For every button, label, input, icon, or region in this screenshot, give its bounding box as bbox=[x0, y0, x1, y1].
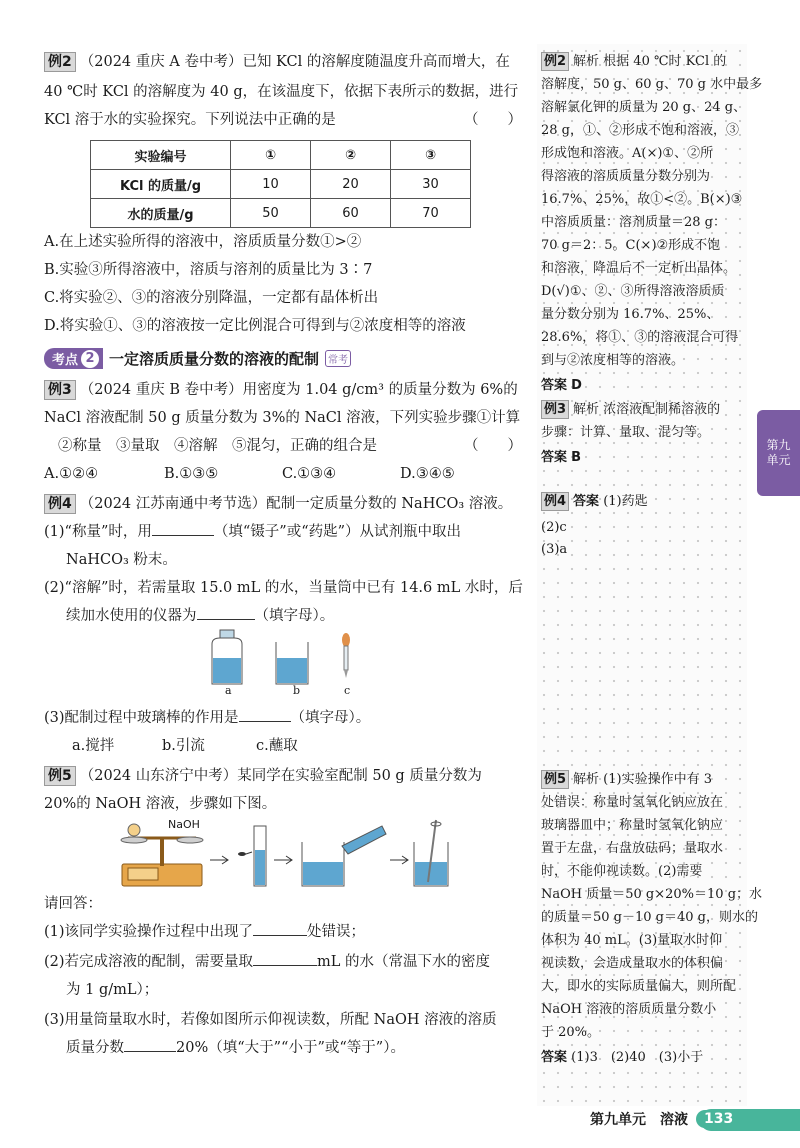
answer-parens: （ ） bbox=[464, 438, 522, 454]
answer-value: (1)3 (2)40 (3)小于 bbox=[571, 1050, 704, 1065]
side-ex2-line: 得溶液的溶质质量分数分别为 bbox=[541, 169, 711, 184]
side-ex3-tag: 例3 bbox=[541, 400, 569, 419]
side-ex2-line: 70 g＝2：5。C(×)②形成不饱 bbox=[541, 238, 721, 253]
side-ex4-line: (2)c bbox=[541, 520, 567, 535]
ex5-q2-cont: 为 1 g/mL）； bbox=[66, 982, 159, 998]
unit-side-tab: 第九单元 bbox=[757, 410, 800, 496]
table-cell: 70 bbox=[391, 199, 471, 228]
ex3-option-c: C.①③④ bbox=[282, 466, 337, 482]
ex5-line2: 20%的 NaOH 溶液，步骤如下图。 bbox=[44, 796, 277, 812]
kaodian-number: 2 bbox=[81, 350, 99, 368]
side-ex5-line: NaOH 溶液的溶质质量分数小 bbox=[541, 1002, 717, 1017]
side-ex5-line: 大，即水的实际质量偏大，则所配 bbox=[541, 979, 737, 994]
ex2-option-d: D.将实验①、③的溶液按一定比例混合可得到与②浓度相等的溶液 bbox=[44, 318, 466, 334]
section-heading bbox=[44, 348, 351, 369]
figure-label-b: b bbox=[293, 684, 301, 697]
side-ex3-line: 步骤：计算、量取、混匀等。 bbox=[541, 425, 711, 440]
fill-blank bbox=[253, 952, 317, 966]
table-header-cell: ② bbox=[311, 141, 391, 170]
ex3-option-a: A.①②④ bbox=[44, 466, 99, 482]
ex4-tag: 例4 bbox=[44, 494, 76, 514]
table-cell: 60 bbox=[311, 199, 391, 228]
side-ex5-line: 时，不能仰视读数。(2)需要 bbox=[541, 864, 703, 879]
side-ex2-line: 形成饱和溶液。A(×)①、②所 bbox=[541, 146, 714, 161]
table-header-cell: ① bbox=[231, 141, 311, 170]
ex2-option-a: A.在上述实验所得的溶液中，溶质质量分数①>② bbox=[44, 234, 362, 250]
footer-unit-title: 第九单元 溶液 bbox=[590, 1112, 688, 1128]
side-ex5-tag: 例5 bbox=[541, 770, 569, 789]
ex2-line1: 例2 （2024 重庆 A 卷中考）已知 KCl 的溶解度随温度升高而增大，在 bbox=[44, 52, 510, 72]
balance-scale-icon bbox=[121, 824, 203, 886]
table-row-header: 水的质量/g bbox=[91, 199, 231, 228]
side-ex3-answer: 答案 B bbox=[541, 450, 582, 465]
side-ex2-line: 16.7%、25%，故①<②。B(×)③ bbox=[541, 192, 743, 207]
side-ex2-line: 到与②浓度相等的溶液。 bbox=[541, 353, 685, 368]
ex3-option-d: D.③④⑤ bbox=[400, 466, 455, 482]
side-ex2-line: 量分数分别为 16.7%、25%、 bbox=[541, 307, 720, 322]
ex5-prompt: 请回答： bbox=[44, 896, 102, 912]
side-ex5-line: 玻璃器皿中；称量时氢氧化钠应 bbox=[541, 818, 724, 833]
figure-label-c: c bbox=[344, 684, 351, 697]
side-ex2-line: 和溶液，降温后不一定析出晶体。 bbox=[541, 261, 737, 276]
answer-parens: （ ） bbox=[464, 112, 522, 128]
frequency-badge: 常考 bbox=[325, 350, 351, 367]
ex2-line3: KCl 溶于水的实验探究。下列说法中正确的是 （ ） bbox=[44, 112, 522, 128]
side-ex2-tag: 例2 bbox=[541, 52, 569, 71]
ex4-q3-option-b: b.引流 bbox=[162, 738, 205, 754]
ex5-q3: (3)用量筒量取水时，若像如图所示仰视读数，所配 NaOH 溶液的溶质 bbox=[44, 1012, 497, 1028]
figure-label-a: a bbox=[225, 684, 232, 697]
naoh-label: NaOH bbox=[168, 818, 200, 831]
kaodian-badge: 考点 2 bbox=[44, 348, 103, 369]
ex5-q2: (2)若完成溶液的配制，需要量取 mL 的水（常温下水的密度 bbox=[44, 954, 491, 970]
ex4-q1-cont: NaHCO₃ 粉末。 bbox=[66, 552, 177, 568]
ex4-q3-option-a: a.搅拌 bbox=[72, 738, 115, 754]
side-ex5-line: 置于左盘，右盘放砝码；量取水 bbox=[541, 841, 724, 856]
page-number: 133 bbox=[696, 1110, 743, 1128]
ex4-q2: (2)“溶解”时，若需量取 15.0 mL 的水，当量筒中已有 14.6 mL 水时，后 bbox=[44, 580, 523, 596]
ex3-line2: NaCl 溶液配制 50 g 质量分数为 3%的 NaCl 溶液，下列实验步骤①计算 bbox=[44, 410, 521, 426]
beaker-icon bbox=[276, 642, 308, 684]
side-ex2-line: 溶解氯化钾的质量为 20 g、24 g、 bbox=[541, 100, 747, 115]
table-cell: 30 bbox=[391, 170, 471, 199]
ex4-q2-cont: 续加水使用的仪器为 （填字母）。 bbox=[66, 608, 335, 624]
side-ex2-line: 28 g，①、②形成不饱和溶液，③ bbox=[541, 123, 739, 138]
side-ex3-line: 例3 解析 浓溶液配制稀溶液的 bbox=[541, 400, 720, 420]
ex5-q1: (1)该同学实验操作过程中出现了 处错误； bbox=[44, 924, 366, 940]
fill-blank bbox=[152, 522, 214, 536]
ex3-option-b: B.①③⑤ bbox=[164, 466, 219, 482]
table-row bbox=[91, 170, 471, 199]
table-header-row bbox=[91, 141, 471, 170]
side-ex5-line: 例5 解析 (1)实验操作中有 3 bbox=[541, 770, 712, 790]
side-ex2-line: 28.6%，将①、③的溶液混合可得 bbox=[541, 330, 739, 345]
ex4-q1: (1)“称量”时，用 （填“镊子”或“药匙”）从试剂瓶中取出 bbox=[44, 524, 462, 540]
side-ex4-tag: 例4 bbox=[541, 492, 569, 511]
fill-blank bbox=[197, 606, 255, 620]
side-ex5-line: 的质量＝50 g－10 g＝40 g，则水的 bbox=[541, 910, 758, 925]
ex2-data-table bbox=[90, 140, 471, 228]
side-ex2-line: 中溶质质量：溶剂质量＝28 g： bbox=[541, 215, 726, 230]
ex2-tag: 例2 bbox=[44, 52, 76, 72]
ex2-option-b: B.实验③所得溶液中，溶质与溶剂的质量比为 3∶7 bbox=[44, 262, 373, 278]
ex4-q3: (3)配制过程中玻璃棒的作用是 （填字母）。 bbox=[44, 710, 371, 726]
section-title: 一定溶质质量分数的溶液的配制 bbox=[109, 350, 320, 368]
side-ex2-line: D(√)①、②、③所得溶液溶质质 bbox=[541, 284, 725, 299]
ex5-procedure-figure bbox=[114, 816, 454, 892]
reagent-bottle-icon bbox=[212, 630, 242, 684]
fill-blank bbox=[239, 708, 291, 722]
answer-sidebar bbox=[537, 44, 763, 1106]
ex4-q3-option-c: c.蘸取 bbox=[256, 738, 298, 754]
table-cell: 20 bbox=[311, 170, 391, 199]
side-ex5-line: 处错误：称量时氢氧化钠应放在 bbox=[541, 795, 724, 810]
page-footer bbox=[590, 1109, 743, 1129]
fill-blank bbox=[124, 1038, 176, 1052]
side-ex5-line: 于 20%。 bbox=[541, 1025, 601, 1040]
ex4-line1: 例4 （2024 江苏南通中考节选）配制一定质量分数的 NaHCO₃ 溶液。 bbox=[44, 494, 512, 514]
ex3-tag: 例3 bbox=[44, 380, 76, 400]
table-cell: 10 bbox=[231, 170, 311, 199]
ex3-line3: ②称量 ③量取 ④溶解 ⑤混匀，正确的组合是 （ ） bbox=[58, 438, 522, 454]
ex5-line1: 例5 （2024 山东济宁中考）某同学在实验室配制 50 g 质量分数为 bbox=[44, 766, 482, 786]
graduated-cylinder-icon bbox=[238, 826, 266, 886]
stirring-beaker-icon bbox=[414, 820, 448, 886]
answer-value: D bbox=[571, 378, 582, 393]
fill-blank bbox=[253, 922, 307, 936]
ex2-line2: 40 ℃时 KCl 的溶解度为 40 g，在该温度下，依据下表所示的数据，进行 bbox=[44, 84, 519, 100]
side-ex5-line: 体积为 40 mL。(3)量取水时仰 bbox=[541, 933, 723, 948]
ex5-q3-cont: 质量分数 20%（填“大于”“小于”或“等于”）。 bbox=[66, 1040, 405, 1056]
side-ex4-line: (3)a bbox=[541, 542, 568, 557]
side-ex2-answer: 答案 D bbox=[541, 378, 582, 393]
dropper-icon bbox=[342, 633, 350, 678]
side-ex2-line: 例2 解析 根据 40 ℃时 KCl 的 bbox=[541, 52, 726, 72]
table-header-cell: 实验编号 bbox=[91, 141, 231, 170]
pouring-beaker-icon bbox=[302, 826, 386, 886]
table-row bbox=[91, 199, 471, 228]
side-ex5-line: NaOH 质量＝50 g×20%＝10 g；水 bbox=[541, 887, 763, 902]
side-ex4-line: 例4 答案 (1)药匙 bbox=[541, 492, 648, 512]
answer-value: B bbox=[571, 450, 582, 465]
table-header-cell: ③ bbox=[391, 141, 471, 170]
table-cell: 50 bbox=[231, 199, 311, 228]
ex5-tag: 例5 bbox=[44, 766, 76, 786]
table-row-header: KCl 的质量/g bbox=[91, 170, 231, 199]
ex3-line1: 例3 （2024 重庆 B 卷中考）用密度为 1.04 g/cm³ 的质量分数为 6%的 bbox=[44, 380, 518, 400]
side-ex5-line: 视读数，会造成量取水的体积偏 bbox=[541, 956, 724, 971]
side-ex5-answer: 答案 (1)3 (2)40 (3)小于 bbox=[541, 1050, 704, 1065]
side-ex2-line: 溶解度，50 g、60 g、70 g 水中最多 bbox=[541, 77, 763, 92]
ex2-option-c: C.将实验②、③的溶液分别降温，一定都有晶体析出 bbox=[44, 290, 379, 306]
